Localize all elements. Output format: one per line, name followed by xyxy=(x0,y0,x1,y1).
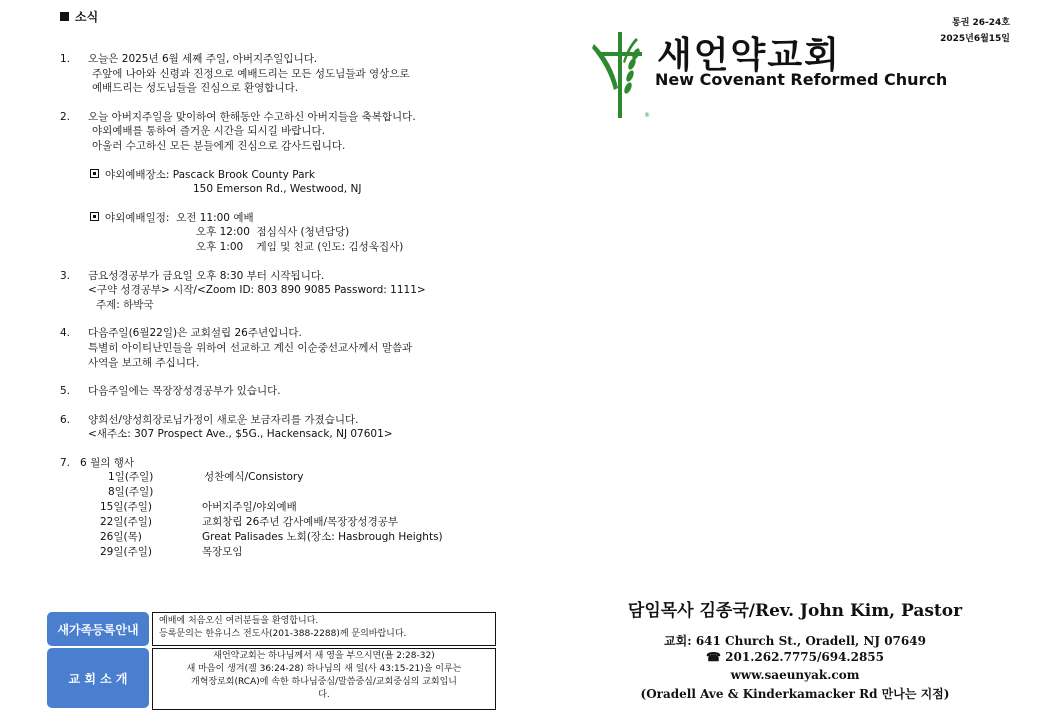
directions: (Oradell Ave & Kinderkamacker Rd 만나는 지점) xyxy=(640,687,950,701)
issue-date: 2025년6월15일 xyxy=(940,34,1010,44)
issue-number: 통권 26-24호 xyxy=(952,18,1010,28)
item-line: <새주소: 307 Prospect Ave., $5G., Hackensack, NJ 07601> xyxy=(88,428,393,441)
pastor-name: 담임목사 김종국/Rev. John Kim, Pastor xyxy=(627,601,963,621)
item-line: 아울러 수고하신 모든 분들에게 진심으로 감사드립니다. xyxy=(92,139,346,152)
item-line: <구약 성경공부> 시작/<Zoom ID: 803 890 9085 Password: 1111> xyxy=(88,284,426,297)
item-line: 주앞에 나아와 신령과 진정으로 예배드리는 모든 성도님들과 영상으로 xyxy=(92,67,410,80)
intro-box xyxy=(152,648,496,710)
item-line: 오늘 아버지주일을 맞이하여 한해동안 수고하신 아버지들을 축복합니다. xyxy=(88,110,416,123)
registration-text: 등록문의는 한유니스 전도사(201-388-2288)께 문의바랍니다. xyxy=(159,629,407,639)
intro-line: 개혁장로회(RCA)에 속한 하나님중심/말씀중심/교회중심의 교회입니 xyxy=(191,677,457,687)
website-link[interactable]: www.saeunyak.com xyxy=(730,668,860,682)
schedule-row xyxy=(60,530,530,545)
schedule-row xyxy=(60,485,530,500)
schedule-event: 목장모임 xyxy=(202,546,243,559)
schedule-date: 1일(주일) xyxy=(108,471,154,484)
schedule-row xyxy=(60,500,530,515)
item-line: 예배드리는 성도님들을 진심으로 환영합니다. xyxy=(92,82,299,95)
time-row xyxy=(88,211,530,226)
checkbox-bullet-icon xyxy=(90,169,99,178)
issue-info xyxy=(940,15,1010,47)
square-bullet-icon xyxy=(60,12,69,21)
church-logo xyxy=(592,30,948,126)
item-line: 금요성경공부가 금요일 오후 8:30 부터 시작됩니다. xyxy=(88,269,325,282)
item-number: 2. xyxy=(60,110,71,123)
news-item xyxy=(60,52,530,96)
item-number: 6. xyxy=(60,413,71,426)
schedule-date: 29일(주일) xyxy=(100,546,152,559)
checkbox-bullet-icon xyxy=(90,212,99,221)
schedule-date: 26일(목) xyxy=(100,531,142,544)
cross-wheat-icon xyxy=(592,30,662,122)
item-line: 7. 6 월의 행사 xyxy=(60,456,134,469)
registered-mark: ® xyxy=(644,112,650,119)
item-number: 3. xyxy=(60,269,71,282)
item-number: 1. xyxy=(60,53,71,65)
item-line: 다음주일(6월22일)은 교회설립 26주년입니다. xyxy=(88,327,302,340)
section-title: 소식 xyxy=(60,8,98,25)
phone-number: 201.262.7775/694.2855 xyxy=(725,650,884,664)
time-label: 야외예배일정: xyxy=(105,211,170,224)
schedule-date: 22일(주일) xyxy=(100,516,152,529)
schedule-event: 교회창립 26주년 감사예배/목장장성경공부 xyxy=(202,516,399,529)
item-number: 5. xyxy=(60,385,71,398)
telephone-icon: ☎ xyxy=(706,650,721,664)
item-line: 특별히 아이티난민들을 위하여 선교하고 계신 이순중선교사께서 말씀과 xyxy=(88,341,413,354)
church-name-english: New Covenant Reformed Church xyxy=(655,70,948,89)
registration-text: 예배에 처음오신 여러분들을 환영합니다. xyxy=(159,616,319,626)
schedule-date: 15일(주일) xyxy=(100,501,152,514)
schedule-event: Great Palisades 노회(장소: Hasbrough Heights) xyxy=(202,531,443,544)
time-entry: 오후 12:00 점심식사 (청년담당) xyxy=(196,226,350,239)
item-line: 주제: 하박국 xyxy=(96,298,154,311)
intro-tag: 교 회 소 개 xyxy=(47,648,149,708)
time-entry: 오후 1:00 게임 및 친교 (인도: 김성욱집사) xyxy=(196,240,404,253)
schedule-row xyxy=(60,515,530,530)
venue-row xyxy=(88,168,530,183)
venue-label: 야외예배장소: xyxy=(105,168,170,181)
schedule-row xyxy=(60,470,530,485)
intro-line: 다. xyxy=(318,690,330,700)
item-line: 오늘은 2025년 6월 세째 주일, 아버지주일입니다. xyxy=(88,53,318,65)
phone-row xyxy=(560,650,1030,664)
schedule-row xyxy=(60,545,530,560)
venue-address: 150 Emerson Rd., Westwood, NJ xyxy=(193,183,362,196)
registration-tag: 새가족등록안내 xyxy=(47,612,149,646)
item-line: 양희선/양성희장로님가정이 새로운 보금자리를 가졌습니다. xyxy=(88,413,359,426)
news-list xyxy=(60,52,530,574)
schedule-date: 8일(주일) xyxy=(108,486,154,499)
venue-name: Pascack Brook County Park xyxy=(172,168,315,181)
schedule-event: 성찬예식/Consistory xyxy=(204,471,304,484)
intro-line: 새 마음이 생겨(겔 36:24-28) 하나님의 새 일(사 43:15-21)을 이루는 xyxy=(186,664,462,674)
registration-box xyxy=(152,612,496,646)
item-number: 7. xyxy=(60,456,71,469)
item-line: 다음주일에는 목장장성경공부가 있습니다. xyxy=(88,385,281,398)
church-name-korean: 새언약교회 xyxy=(657,35,841,76)
time-entry: 오전 11:00 예배 xyxy=(176,211,254,224)
news-item xyxy=(60,456,530,561)
schedule-event: 아버지주일/야외예배 xyxy=(202,501,297,514)
item-line: 야외예배를 통하여 즐거운 시간을 되시길 바랍니다. xyxy=(92,125,326,138)
item-number: 4. xyxy=(60,327,71,340)
church-address: 교회: 641 Church St., Oradell, NJ 07649 xyxy=(664,634,926,648)
news-item xyxy=(60,110,530,255)
news-item xyxy=(60,384,530,399)
news-item xyxy=(60,326,530,370)
news-item xyxy=(60,269,530,313)
news-item xyxy=(60,413,530,442)
intro-line: 새언약교회는 하나님께서 새 영을 부으시면(욜 2:28-32) xyxy=(213,651,435,661)
item-line: 사역을 보고해 주십니다. xyxy=(88,356,200,369)
